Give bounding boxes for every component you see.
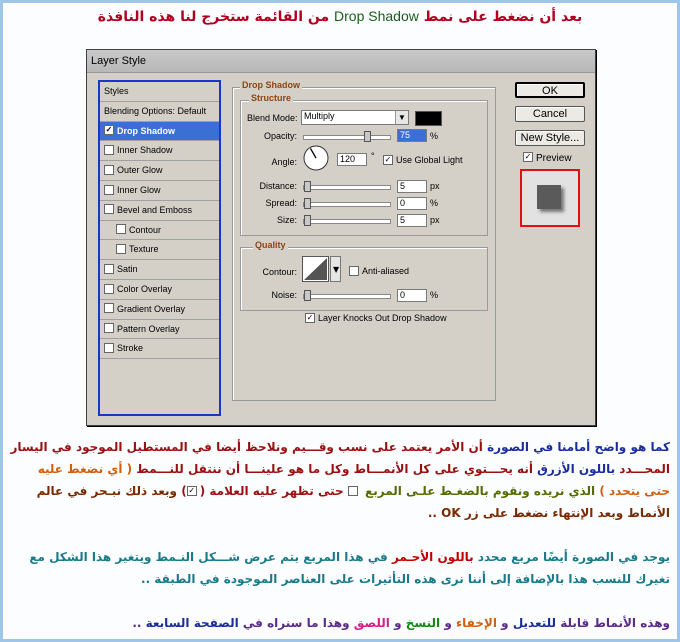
- styles-item-inner-shadow[interactable]: [100, 141, 219, 161]
- preview-checkbox[interactable]: [523, 153, 572, 164]
- styles-item-label: Drop Shadow: [117, 125, 175, 136]
- p1-g: الذي نريده ونقوم بالضغـط علـى المربع: [365, 484, 596, 498]
- styles-item-label: Inner Shadow: [117, 145, 173, 156]
- heading-part2: Drop Shadow: [334, 8, 419, 24]
- styles-item-checkbox[interactable]: [104, 165, 114, 175]
- distance-unit: px: [430, 181, 440, 191]
- p1-f: ( أي نضغط عليه حتى يتحدد ): [37, 462, 670, 498]
- styles-item-pattern-overlay[interactable]: [100, 320, 219, 340]
- opacity-label: Opacity:: [263, 131, 297, 141]
- opacity-slider[interactable]: [303, 135, 391, 140]
- p3-h: اللصق: [353, 616, 390, 630]
- knockout-checkbox[interactable]: [305, 313, 447, 324]
- p1-b: أن الأمر يعتمد على نسب وقـــيم ونلاحظ أيضا في المستطيل الموجود: [75, 440, 483, 454]
- opacity-input[interactable]: 75: [397, 129, 427, 142]
- structure-title: Structure: [251, 93, 292, 103]
- styles-item-checkbox[interactable]: [104, 284, 114, 294]
- styles-item-label: Texture: [129, 244, 159, 255]
- p1-d: باللون الأزرق: [537, 462, 616, 476]
- noise-unit: %: [430, 290, 439, 300]
- p1-a: كما هو واضح أمامنا في الصورة: [487, 440, 670, 454]
- p3-j: الصفحة السابعة: [145, 616, 239, 630]
- styles-item-label: Stroke: [117, 343, 144, 354]
- spread-unit: %: [430, 198, 439, 208]
- size-slider-knob[interactable]: [304, 215, 311, 226]
- styles-item-label: Color Overlay: [117, 283, 173, 294]
- styles-item-inner-glow[interactable]: [100, 181, 219, 201]
- blend-mode-label: Blend Mode:: [247, 113, 298, 123]
- preview-box: [520, 169, 580, 227]
- knockout-check[interactable]: ✓: [306, 312, 314, 322]
- styles-item-checkbox[interactable]: [116, 224, 126, 234]
- spread-slider[interactable]: [303, 202, 391, 207]
- styles-item-label: Blending Options: Default: [104, 105, 207, 116]
- size-input[interactable]: 5: [397, 214, 427, 227]
- p2-c: في هذا المربع يتم عرض شـــكل النـمط ويتغير هذا الشكل مع تغيرك للنسب هذا بالإضافة إلى أننا نرى هذه التأثيرات على العناصر الموجودة في الطبقة ..: [29, 550, 670, 586]
- use-global-light-checkbox[interactable]: [383, 155, 463, 166]
- preview-label: Preview: [536, 153, 572, 164]
- p3-a: وهذه الأنماط قابلة: [560, 616, 670, 630]
- styles-item-label: Outer Glow: [117, 165, 163, 176]
- p3-b: للتعديل: [512, 616, 557, 630]
- anti-aliased-check[interactable]: [349, 266, 359, 276]
- distance-slider-knob[interactable]: [304, 181, 311, 192]
- styles-item-checkbox[interactable]: ✓: [105, 125, 113, 135]
- size-slider[interactable]: [303, 219, 391, 224]
- styles-item-label: Satin: [117, 264, 138, 275]
- anti-aliased-checkbox[interactable]: [349, 266, 409, 277]
- distance-input[interactable]: 5: [397, 180, 427, 193]
- styles-item-outer-glow[interactable]: [100, 161, 219, 181]
- distance-slider[interactable]: [303, 185, 391, 190]
- preview-check[interactable]: ✓: [524, 152, 532, 162]
- p3-d: الإخفاء: [455, 616, 497, 630]
- quality-group: [240, 247, 488, 311]
- styles-item-label: Inner Glow: [117, 184, 161, 195]
- use-global-light-label: Use Global Light: [396, 155, 463, 165]
- blend-mode-select[interactable]: [301, 110, 409, 125]
- p3-c: و: [501, 616, 509, 630]
- size-unit: px: [430, 215, 440, 225]
- p3-e: و: [444, 616, 452, 630]
- styles-item-checkbox[interactable]: [104, 343, 114, 353]
- size-label: Size:: [276, 215, 297, 225]
- styles-item-blending-options-default[interactable]: [100, 102, 219, 122]
- contour-label: Contour:: [262, 267, 297, 277]
- p3-g: و: [394, 616, 402, 630]
- styles-item-bevel-and-emboss[interactable]: [100, 201, 219, 221]
- heading-part1: بعد أن نضغط على نمط: [423, 9, 583, 25]
- noise-input[interactable]: 0: [397, 289, 427, 302]
- preview-swatch: [537, 185, 561, 209]
- p2-b: باللون الأحـمر: [391, 550, 474, 564]
- styles-item-drop-shadow[interactable]: [100, 122, 219, 142]
- contour-picker[interactable]: [302, 256, 342, 282]
- styles-item-checkbox[interactable]: [104, 185, 114, 195]
- noise-slider[interactable]: [303, 294, 391, 299]
- styles-header: Styles: [100, 82, 219, 102]
- p3-f: النسخ: [405, 616, 441, 630]
- p1-c: في اليسار المحـــدد: [10, 440, 670, 476]
- styles-item-label: Bevel and Emboss: [117, 204, 193, 215]
- noise-slider-knob[interactable]: [304, 290, 311, 301]
- styles-item-satin[interactable]: [100, 260, 219, 280]
- heading-part3: من القائمة ستخرج لنا هذه النافذة: [97, 9, 330, 25]
- styles-item-checkbox[interactable]: [104, 145, 114, 155]
- contour-chevron-icon: ▼: [333, 265, 340, 274]
- angle-label: Angle:: [271, 157, 297, 167]
- styles-list: [98, 80, 221, 416]
- styles-item-checkbox[interactable]: [104, 204, 114, 214]
- spread-label: Spread:: [265, 198, 297, 208]
- p1-i: وبعد ذلك نبـحر في عالم الأنماط وبعد الإنتهاء نضغط على زر OK ..: [36, 484, 670, 520]
- spread-slider-knob[interactable]: [304, 198, 311, 209]
- styles-item-stroke[interactable]: [100, 339, 219, 359]
- styles-item-label: Pattern Overlay: [117, 323, 180, 334]
- chevron-down-icon: ▼: [395, 111, 408, 124]
- p2-a: يوجد في الصورة أيضًا مربع محدد: [477, 550, 670, 564]
- styles-item-checkbox[interactable]: [104, 323, 114, 333]
- paragraph-1: كما هو واضح أمامنا في الصورة أن الأمر يعتمد على نسب وقـــيم ونلاحظ أيضا في المستطيل الموجود في اليسار المحـــدد باللون الأزرق أنه يحـــتوي على كل الأنمـــاط وكل ما هو علينـــا أن ننتقل للنـــمط ( أي نضغط عليه حتى يتحدد ) الذي نريده ونقوم بالضغـط علـى المربع حتى تظهر عليه العلامة (✓) وبعد ذلك نبـحر في عالم الأنماط وبعد الإنتهاء نضغط على زر OK ..: [10, 440, 670, 520]
- angle-input[interactable]: 120: [337, 153, 367, 166]
- noise-label: Noise:: [271, 290, 297, 300]
- new-style-button[interactable]: New Style...: [515, 130, 585, 146]
- p1-e: أنه يحـــتوي على كل الأنمـــاط وكل ما هو علينـــا أن ننتقل للنـــمط: [136, 462, 533, 476]
- blend-mode-value: Multiply: [304, 111, 335, 121]
- styles-item-checkbox[interactable]: [104, 303, 114, 313]
- checkmark-box-icon: ✓: [188, 485, 196, 495]
- layer-style-dialog: [86, 49, 596, 426]
- anti-aliased-label: Anti-aliased: [362, 266, 410, 276]
- styles-item-checkbox[interactable]: [104, 264, 114, 274]
- styles-item-contour[interactable]: [100, 221, 219, 241]
- opacity-unit: %: [430, 131, 439, 141]
- cancel-button[interactable]: Cancel: [515, 106, 585, 122]
- p1-h: حتى تظهر عليه العلامة: [209, 484, 344, 498]
- styles-item-gradient-overlay[interactable]: [100, 300, 219, 320]
- styles-item-label: Contour: [129, 224, 162, 235]
- opacity-slider-knob[interactable]: [364, 131, 371, 142]
- styles-item-texture[interactable]: [100, 240, 219, 260]
- empty-box-icon: [348, 486, 358, 496]
- styles-item-label: Gradient Overlay: [117, 303, 186, 314]
- styles-item-color-overlay[interactable]: [100, 280, 219, 300]
- paragraph-3: [10, 612, 670, 634]
- use-global-light-check[interactable]: ✓: [384, 154, 392, 164]
- spread-input[interactable]: 0: [397, 197, 427, 210]
- p3-i: وهذا ما سنراه في: [242, 616, 350, 630]
- shadow-color-swatch[interactable]: [415, 111, 442, 126]
- ok-button[interactable]: OK: [515, 82, 585, 98]
- top-heading: [0, 8, 680, 25]
- drop-shadow-title: Drop Shadow: [242, 80, 300, 90]
- styles-item-checkbox[interactable]: [116, 244, 126, 254]
- p3-k: ..: [132, 616, 142, 630]
- distance-label: Distance:: [259, 181, 297, 191]
- quality-title: Quality: [255, 240, 286, 250]
- paragraph-2: [10, 546, 670, 590]
- angle-unit: °: [371, 151, 375, 161]
- knockout-label: Layer Knocks Out Drop Shadow: [318, 313, 447, 323]
- dialog-title: Layer Style: [87, 50, 595, 73]
- angle-dial[interactable]: [302, 144, 330, 172]
